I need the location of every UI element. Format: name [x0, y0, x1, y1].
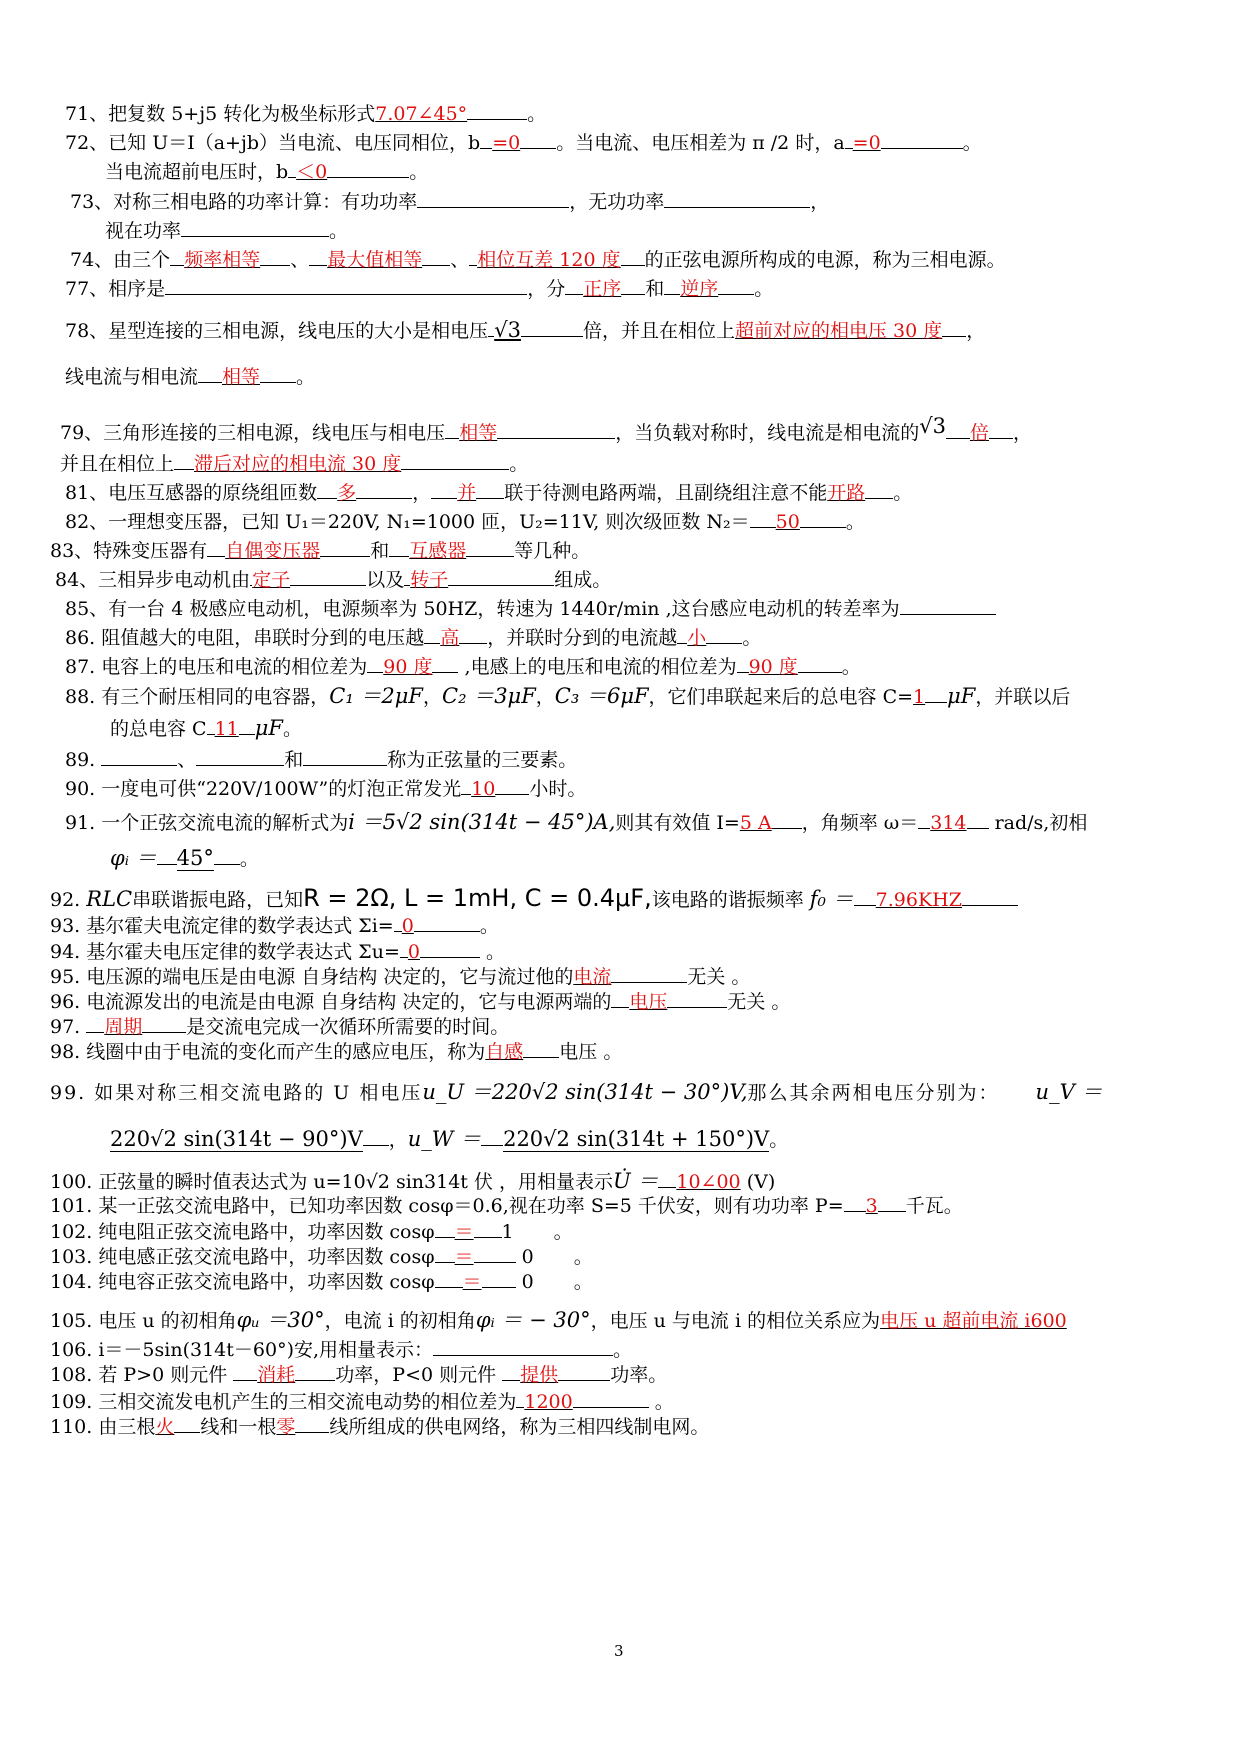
answer-87-a: 90 度 — [383, 656, 433, 678]
rlc-values: R = 2Ω, L = 1mH, C = 0.4μF, — [303, 884, 652, 912]
answer-108-b: 提供 — [520, 1364, 559, 1386]
question-110: 110. 由三根火 线和一根零 线所组成的供电网络，称为三相四线制电网。 — [50, 1416, 710, 1438]
answer-74-b: 最大值相等 — [327, 249, 423, 271]
answer-102: ＝ — [454, 1221, 474, 1243]
question-82: 82、一理想变压器，已知 U₁＝220V, N₁=1000 匝，U₂=11V, 则次级匝数 N₂＝ 50 。 — [65, 511, 865, 533]
answer-86-b: 小 — [687, 627, 707, 649]
answer-101: 3 — [865, 1195, 878, 1217]
question-73: 73、对称三相电路的功率计算：有功功率 ，无功功率 ， — [70, 191, 830, 213]
answer-94: 0 — [407, 941, 420, 963]
initial-phase-symbol: φᵢ ＝ — [110, 846, 157, 870]
answer-91-c: 45° — [176, 846, 214, 870]
answer-97: 周期 — [104, 1016, 143, 1038]
answer-72-c: ＜0 — [296, 161, 328, 183]
question-105: 105. 电压 u 的初相角φᵤ ＝30°，电流 i 的初相角φᵢ ＝ − 30°，电压 u 与电流 i 的相位关系应为电压 u 超前电流 i600 — [50, 1308, 1067, 1332]
question-108: 108. 若 P>0 则元件 消耗 功率，P<0 则元件 提供 功率。 — [50, 1364, 668, 1386]
answer-83-a: 自偶变压器 — [225, 540, 321, 562]
answer-109: 1200 — [524, 1391, 573, 1413]
answer-87-b: 90 度 — [748, 656, 798, 678]
question-98: 98. 线圈中由于电流的变化而产生的感应电压，称为自感 电压 。 — [50, 1041, 623, 1063]
answer-93: 0 — [401, 915, 414, 937]
question-109: 109. 三相交流发电机产生的三相交流电动势的相位差为 1200 。 — [50, 1391, 674, 1413]
answer-91-a: 5 A — [739, 812, 772, 834]
answer-84-a: 定子 — [252, 569, 291, 591]
answer-98: 自感 — [485, 1041, 524, 1063]
question-94: 94. 基尔霍夫电压定律的数学表达式 Σu= 0 。 — [50, 941, 506, 963]
answer-81-c: 开路 — [827, 482, 866, 504]
question-106: 106. i＝－5sin(314t－60°)安,用相量表示： 。 — [50, 1339, 633, 1361]
question-74: 74、由三个 频率相等 、 最大值相等 、 相位互差 120 度 的正弦电源所构成的电源，称为三相电源。 — [70, 249, 1006, 271]
answer-71: 7.07∠45° — [375, 103, 468, 125]
answer-108-a: 消耗 — [257, 1364, 296, 1386]
answer-104: ＝ — [462, 1271, 482, 1293]
answer-110-a: 火 — [155, 1416, 175, 1438]
answer-96: 电压 — [629, 991, 668, 1013]
answer-77-a: 正序 — [583, 278, 622, 300]
answer-92: 7.96KHZ — [875, 889, 962, 911]
question-81: 81、电压互感器的原绕组匝数 多 ， 并 联于待测电路两端，且副绕组注意不能开路 。 — [65, 482, 913, 504]
answer-78-b: 超前对应的相电压 30 度 — [734, 320, 943, 342]
page-number: 3 — [614, 1642, 624, 1660]
question-90: 90. 一度电可供“220V/100W”的灯泡正常发光 10 小时。 — [65, 778, 587, 800]
question-99: 99. 如果对称三相交流电路的 U 相电压u_U ＝220√2 sin(314t − 30°)V,那么其余两相电压分别为： u_V ＝ — [50, 1080, 1103, 1104]
answer-72-b: =0 — [492, 132, 521, 154]
answer-110-b: 零 — [276, 1416, 296, 1438]
question-71: 71、把复数 5+j5 转化为极坐标形式7.07∠45° 。 — [65, 103, 547, 125]
question-85: 85、有一台 4 极感应电动机，电源频率为 50HZ，转速为 1440r/min ,这台感应电动机的转差率为 — [65, 597, 996, 621]
question-79-line2: 并且在相位上 滞后对应的相电流 30 度 。 — [60, 453, 529, 475]
answer-78-c: 相等 — [222, 366, 261, 388]
question-78-line2: 线电流与相电流 相等 。 — [65, 366, 316, 388]
answer-100: 10∠00 — [676, 1171, 741, 1193]
question-91-line2: φᵢ ＝ 45° 。 — [110, 846, 259, 870]
question-101: 101. 某一正弦交流电路中，已知功率因数 cosφ＝0.6,视在功率 S=5 千伏安，则有功功率 P= 3 千瓦。 — [50, 1195, 963, 1217]
answer-74-a: 频率相等 — [184, 249, 261, 271]
answer-81-a: 多 — [337, 482, 357, 504]
answer-88-b: 11 — [214, 718, 239, 740]
answer-74-c: 相位互差 120 度 — [477, 249, 621, 271]
question-84: 84、三相异步电动机由 定子 以及 转子 组成。 — [55, 569, 612, 591]
question-88: 88. 有三个耐压相同的电容器，C₁ ＝2μF，C₂ ＝3μF，C₃ ＝6μF，它们串联起来后的总电容 C=1 μF，并联以后 — [65, 684, 1071, 708]
question-103: 103. 纯电感正弦交流电路中，功率因数 cosφ ＝ 0 。 — [50, 1246, 593, 1268]
question-88-line2: 的总电容 C 11 μF。 — [110, 716, 302, 740]
answer-90: 10 — [471, 778, 496, 800]
capacitor-c2: C₂ ＝3μF — [442, 684, 536, 708]
question-87: 87. 电容上的电压和电流的相位差为 90 度 ,电感上的电压和电流的相位差为 90 度 。 — [65, 656, 861, 678]
sqrt3-symbol: √3 — [919, 414, 946, 438]
capacitor-c3: C₃ ＝6μF — [554, 684, 649, 708]
answer-79-a: 相等 — [459, 422, 498, 444]
question-72: 72、已知 U＝I（a+jb）当电流、电压同相位，b =0 。当电流、电压相差为 π /2 时，a =0 。 — [65, 132, 982, 154]
question-99-line2: 220√2 sin(314t − 90°)V ，u_W ＝ 220√2 sin(314t + 150°)V。 — [110, 1127, 789, 1151]
question-104: 104. 纯电容正弦交流电路中，功率因数 cosφ ＝ 0 。 — [50, 1271, 593, 1293]
answer-77-b: 逆序 — [680, 278, 719, 300]
question-86: 86. 阻值越大的电阻，串联时分到的电压越 高 ，并联时分到的电流越 小 。 — [65, 627, 762, 649]
answer-79-c: 滞后对应的相电流 30 度 — [194, 453, 402, 475]
u-phase-expression: u_U ＝220√2 sin(314t − 30°)V, — [422, 1080, 748, 1104]
answer-84-b: 转子 — [410, 569, 449, 591]
current-expression: i ＝5√2 sin(314t − 45°)A, — [348, 810, 616, 834]
answer-99-w: 220√2 sin(314t + 150°)V — [503, 1127, 770, 1151]
question-72-line2: 当电流超前电压时，b ＜0 。 — [105, 161, 429, 183]
question-93: 93. 基尔霍夫电流定律的数学表达式 Σi= 0 。 — [50, 915, 499, 937]
answer-99-v: 220√2 sin(314t − 90°)V — [110, 1127, 363, 1151]
answer-82: 50 — [775, 511, 800, 533]
answer-105: 电压 u 超前电流 i600 — [880, 1310, 1067, 1332]
answer-78-a: √3 — [494, 318, 521, 342]
answer-79-b: 倍 — [969, 422, 989, 444]
question-100: 100. 正弦量的瞬时值表达式为 u=10√2 sin314t 伏 ，用相量表示U̇ ＝ 10∠00 (V) — [50, 1169, 776, 1193]
answer-103: ＝ — [454, 1246, 474, 1268]
question-83: 83、特殊变压器有 自偶变压器 和 互感器 等几种。 — [50, 540, 591, 562]
question-97: 97. 周期 是交流电完成一次循环所需要的时间。 — [50, 1016, 510, 1038]
question-102: 102. 纯电阻正弦交流电路中，功率因数 cosφ ＝ 1 。 — [50, 1221, 573, 1243]
answer-91-b: 314 — [930, 812, 967, 834]
answer-81-b: 并 — [457, 482, 477, 504]
answer-88-a: 1 — [913, 686, 926, 708]
answer-95: 电流 — [573, 966, 612, 988]
question-89: 89. 、 和 称为正弦量的三要素。 — [65, 749, 578, 771]
question-78: 78、星型连接的三相电源，线电压的大小是相电压 √3 倍，并且在相位上超前对应的相电压 30 度 ， — [65, 318, 986, 342]
question-79: 79、三角形连接的三相电源，线电压与相电压 相等 ，当负载对称时，线电流是相电流的√3 倍 ， — [60, 414, 1032, 444]
capacitor-c1: C₁ ＝2μF — [329, 684, 424, 708]
answer-72-a: =0 — [852, 132, 881, 154]
question-73-line2: 视在功率 。 — [105, 220, 349, 242]
question-96: 96. 电流源发出的电流是由电源 自身结构 决定的，它与电源两端的 电压 无关 。 — [50, 991, 791, 1013]
answer-86-a: 高 — [440, 627, 460, 649]
question-95: 95. 电压源的端电压是由电源 自身结构 决定的，它与流过他的电流 无关 。 — [50, 966, 751, 988]
answer-83-b: 互感器 — [409, 540, 467, 562]
question-91: 91. 一个正弦交流电流的解析式为i ＝5√2 sin(314t − 45°)A,则其有效值 I=5 A ，角频率 ω＝ 314 rad/s,初相 — [65, 810, 1088, 834]
question-92: 92. RLC串联谐振电路，已知R = 2Ω, L = 1mH, C = 0.4μF,该电路的谐振频率 f₀ ＝ 7.96KHZ — [50, 886, 1018, 912]
question-77: 77、相序是 ，分 正序 和 逆序 。 — [65, 278, 774, 300]
